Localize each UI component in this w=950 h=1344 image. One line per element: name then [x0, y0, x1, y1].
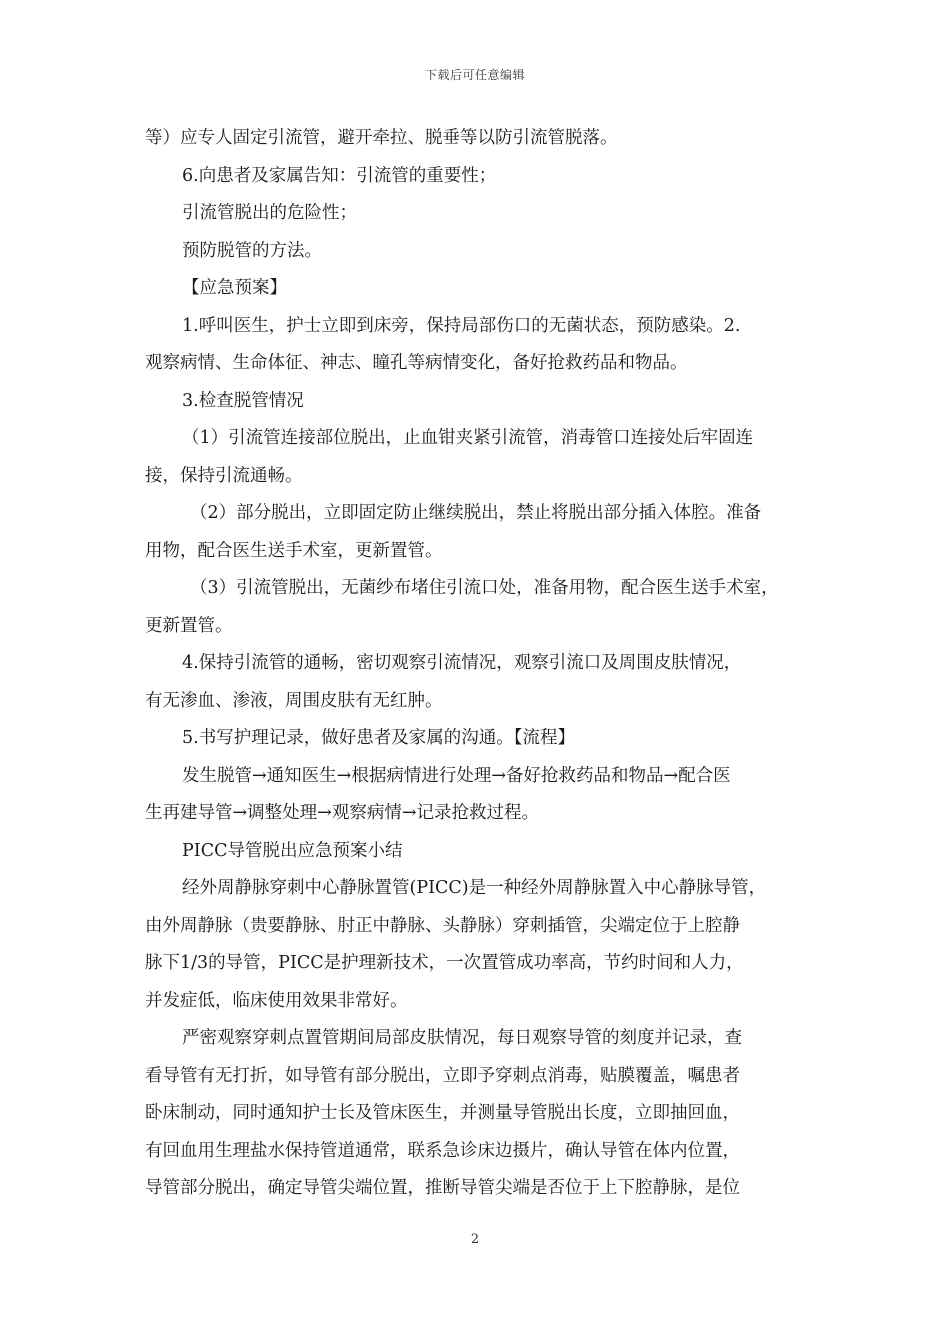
text-line: 4.保持引流管的通畅，密切观察引流情况，观察引流口及周围皮肤情况，	[182, 653, 742, 673]
text-line: 预防脱管的方法。	[182, 240, 322, 261]
text-line: 1.呼叫医生，护士立即到床旁，保持局部伤口的无菌状态，预防感染。2.	[182, 315, 741, 336]
text-line: 观察病情、生命体征、神志、瞳孔等病情变化，备好抢救药品和物品。	[145, 353, 688, 373]
text-line: 并发症低，临床使用效果非常好。	[145, 990, 408, 1011]
text-line: 严密观察穿刺点置管期间局部皮肤情况，每日观察导管的刻度并记录，查	[182, 1028, 742, 1048]
text-line: 5.书写护理记录，做好患者及家属的沟通。【流程】	[182, 728, 575, 748]
page-number: 2	[470, 1232, 480, 1247]
text-line: 生再建导管→调整处理→观察病情→记录抢救过程。	[145, 803, 539, 823]
text-line: （2）部分脱出，立即固定防止继续脱出，禁止将脱出部分插入体腔。准备	[190, 503, 762, 523]
text-line: 接，保持引流通畅。	[145, 465, 303, 486]
text-line: （1）引流管连接部位脱出，止血钳夹紧引流管，消毒管口连接处后牢固连	[182, 428, 754, 448]
text-line: 3.检查脱管情况	[182, 390, 304, 411]
text-line: 更新置管。	[145, 615, 233, 636]
text-line: 发生脱管→通知医生→根据病情进行处理→备好抢救药品和物品→配合医	[182, 765, 731, 786]
text-line: 导管部分脱出，确定导管尖端位置，推断导管尖端是否位于上下腔静脉，是位	[145, 1178, 740, 1198]
text-line: 由外周静脉（贵要静脉、肘正中静脉、头静脉）穿刺插管，尖端定位于上腔静	[145, 915, 740, 936]
text-line: 卧床制动，同时通知护士长及管床医生，并测量导管脱出长度，立即抽回血，	[145, 1103, 740, 1123]
text-line: 脉下1/3的导管，PICC是护理新技术，一次置管成功率高，节约时间和人力，	[145, 953, 744, 973]
document-body	[145, 120, 825, 1208]
text-line: 有无渗血、渗液，周围皮肤有无红肿。	[145, 690, 443, 711]
text-line: 用物，配合医生送手术室，更新置管。	[145, 540, 443, 561]
text-line: 引流管脱出的危险性；	[182, 203, 357, 223]
text-line: 等）应专人固定引流管，避开牵拉、脱垂等以防引流管脱落。	[145, 128, 618, 148]
text-line: 看导管有无打折，如导管有部分脱出，立即予穿刺点消毒，贴膜覆盖，嘱患者	[145, 1065, 740, 1086]
text-line: 6.向患者及家属告知：引流管的重要性；	[182, 165, 497, 186]
text-line: 有回血用生理盐水保持管道通常，联系急诊床边摄片，确认导管在体内位置，	[145, 1140, 740, 1161]
text-line: 【应急预案】	[182, 278, 287, 298]
text-line: PICC导管脱出应急预案小结	[182, 840, 403, 861]
text-line: 经外周静脉穿刺中心静脉置管(PICC)是一种经外周静脉置入中心静脉导管，	[182, 878, 767, 898]
text-line: （3）引流管脱出，无菌纱布堵住引流口处，准备用物，配合医生送手术室，	[190, 578, 779, 598]
page-header: 下载后可任意编辑	[424, 68, 525, 82]
